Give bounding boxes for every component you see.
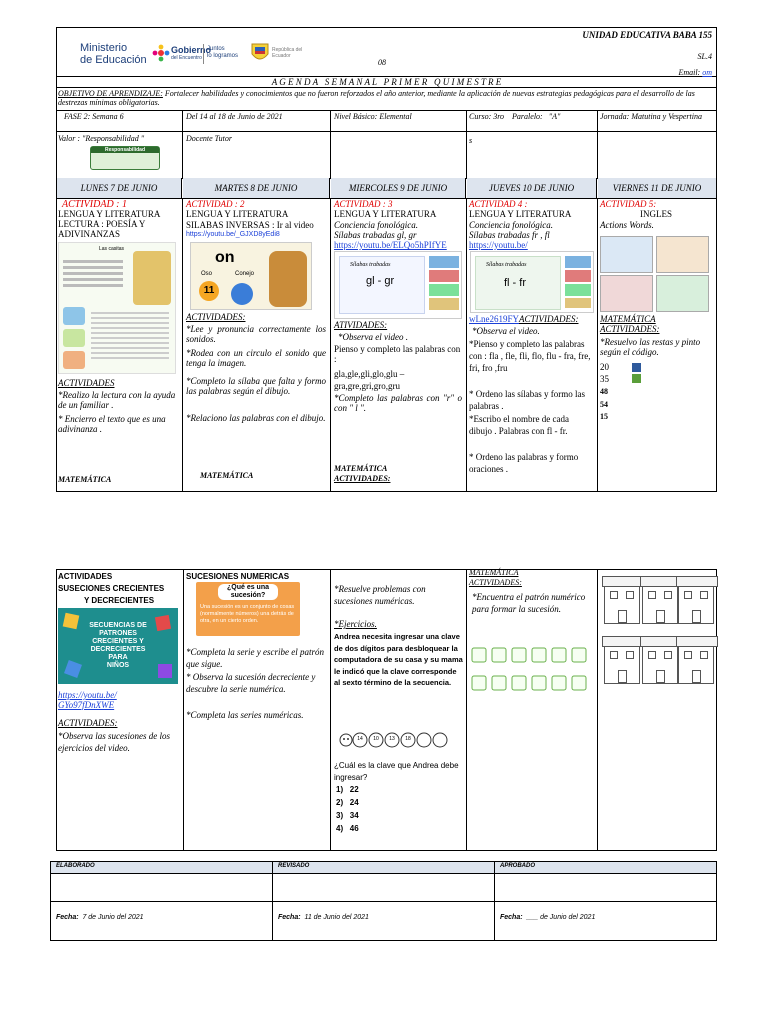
miercoles-act-3: gla,gle,gli,glo,glu – — [334, 369, 405, 379]
day-viernes: VIERNES 11 DE JUNIO — [598, 178, 716, 198]
miercoles-video-image: Sílabas trabadas gl - gr — [334, 251, 462, 319]
ecuador-shield-icon — [250, 40, 270, 69]
jueves-video-link[interactable]: https://youtu.be/ — [469, 240, 528, 250]
sl-code: SL.4 — [697, 52, 712, 61]
p2-c4-act-1: *Encuentra el patrón numérico para formar la sucesión. — [472, 592, 586, 614]
miercoles-act-1: *Observa el video . — [338, 332, 408, 342]
p2-secuencias-image: SECUENCIAS DE PATRONES CRECIENTES Y DECRECIENTES PARA NIÑOS — [58, 608, 178, 684]
p2-c1-acts: ACTIVIDADES: — [58, 718, 118, 728]
email-label: Email: — [678, 68, 701, 77]
elaborado-label: ELABORADO — [56, 863, 95, 869]
agenda-title: A G E N D A S E M A N A L P R I M E R Q U I M E S T R E — [271, 77, 502, 87]
p2-c1-heading-3: Y DECRECIENTES — [84, 596, 155, 605]
miercoles-acts-heading: ATIVIDADES: — [334, 320, 388, 330]
miercoles-math-acts: ACTIVIDADES: — [334, 474, 391, 483]
miercoles-video-link[interactable]: https://youtu.be/ELQo5hPIfYE — [334, 240, 447, 250]
day-jueves: JUEVES 10 DE JUNIO — [467, 178, 597, 198]
nivel: Nivel Básico: Elemental — [334, 112, 412, 121]
p2-c1-act-1: *Observa las sucesiones de los ejercicios del video. — [58, 731, 170, 753]
fecha-revisado: Fecha: 11 de Junio del 2021 — [278, 914, 369, 921]
aprobado-label: APROBADO — [500, 863, 536, 869]
lunes-topic: LECTURA : POESÍA Y ADIVINANZAS — [58, 219, 146, 239]
lunes-reading-image: Las casitas — [58, 242, 176, 374]
jueves-activity: ACTIVIDAD 4 : — [469, 199, 528, 209]
miercoles-concept-2: Sílabas trabadas gl, gr — [334, 230, 417, 240]
p2-c4-heading-2: ACTIVIDADES: — [469, 578, 522, 587]
email-line — [640, 68, 712, 77]
lunes-act-2: * Encierro el texto que es una adivinanza . — [58, 414, 166, 434]
martes-subject: LENGUA Y LITERATURA — [186, 209, 289, 219]
p2-c3-option-3: 3) 34 — [336, 811, 359, 820]
martes-math: MATEMÁTICA — [200, 471, 254, 480]
viernes-num-4: 54 — [600, 400, 608, 409]
martes-video-image: on Oso Conejo 11 — [190, 242, 312, 310]
jornada: Jornada: Matutina y Vespertina — [600, 112, 702, 121]
revisado-label: REVISADO — [278, 863, 310, 869]
p2-c3-ejercicios: *Ejercicios. — [334, 619, 377, 629]
p2-c3-act-1: *Resuelve problemas con sucesiones numéricas. — [334, 584, 426, 606]
miercoles-act-5: *Completo las palabras con "r" o con " l ". — [334, 393, 462, 413]
miercoles-subject: LENGUA Y LITERATURA — [334, 209, 437, 219]
house-icon — [604, 644, 640, 684]
viernes-num-5: 15 — [600, 412, 608, 421]
p2-houses-image — [600, 572, 714, 692]
viernes-math-acts: ACTIVIDADES: — [600, 324, 660, 334]
jueves-act-4: *Escribo el nombre de cada dibujo . Palabras con fl - fr. — [469, 414, 569, 436]
p2-c2-act-1: *Completa la serie y escribe el patrón que sigue. — [186, 647, 324, 669]
lunes-act-1: *Realizo la lectura con la ayuda de un familiar . — [58, 390, 176, 410]
martes-topic: SILABAS INVERSAS : Ir al video — [186, 220, 314, 230]
viernes-num-1: 20 — [600, 362, 609, 372]
miercoles-act-2: Pienso y completo las palabras con : — [334, 344, 461, 364]
seq-term-1: 14 — [357, 736, 363, 742]
email-link[interactable]: om — [702, 68, 712, 77]
p2-video-link[interactable]: https://youtu.be/ GYo97fDnXWE — [58, 690, 117, 710]
house-icon — [678, 644, 714, 684]
viernes-subject: INGLES — [640, 209, 672, 219]
p2-c4-pattern-boxes — [470, 644, 594, 700]
fecha-aprobado: Fecha: ___ de Junio del 2021 — [500, 914, 596, 921]
miercoles-concept-1: Conciencia fonológica. — [334, 220, 418, 230]
p2-sucesion-image: ¿Qué es una sucesión? Una sucesión es un conjunto de cosas (normalmente números) una detrás de otra, en un cierto orden. — [196, 582, 300, 636]
ministerio-logo: Ministerio de Educación — [80, 42, 147, 66]
jueves-link-2: wLne2619FYACTIVIDADES: — [469, 314, 579, 324]
jueves-video-image: Sílabas trabadas fl - fr — [470, 251, 594, 313]
date-range: Del 14 al 18 de Junio de 2021 — [186, 112, 283, 121]
miercoles-math: MATEMÁTICA — [334, 464, 388, 473]
house-icon — [678, 584, 714, 624]
house-icon — [604, 584, 640, 624]
fecha-elaborado: Fecha: 7 de Junio del 2021 — [56, 914, 144, 921]
valor: Valor : "Responsabilidad " — [58, 134, 145, 143]
martes-activity: ACTIVIDAD : 2 — [186, 199, 245, 209]
p2-c1-heading-2: SUSECIONES CRECIENTES — [58, 584, 165, 593]
curso: Curso: 3ro Paralelo: "A" — [469, 112, 561, 121]
docente: Docente Tutor — [186, 134, 232, 143]
day-lunes: LUNES 7 DE JUNIO — [57, 178, 182, 198]
miercoles-activity: ACTIVIDAD : 3 — [334, 199, 393, 209]
p2-c2-act-3: *Completa las series numéricas. — [186, 710, 304, 720]
lunes-acts-heading: ACTIVIDADES — [58, 378, 115, 388]
martes-act-2: *Rodea con un circulo el sonido que tenga la imagen. — [186, 348, 326, 368]
viernes-sub: Actions Words. — [600, 220, 654, 230]
p2-c1-heading-1: ACTIVIDADES — [58, 572, 113, 581]
day-miercoles: MIERCOLES 9 DE JUNIO — [331, 178, 466, 198]
house-icon — [642, 644, 678, 684]
martes-video-link[interactable]: https://youtu.be/_GJXD8yEdi8 — [186, 231, 280, 238]
s-mark: s — [469, 136, 473, 145]
jueves-act-1: *Observa el video. — [472, 326, 540, 336]
juntos-logo: Juntos lo logramos — [207, 46, 239, 59]
fase: FASE 2: Semana 6 — [64, 112, 124, 121]
p2-c3-option-1: 1) 22 — [336, 785, 359, 794]
lunes-math: MATEMÁTICA — [58, 475, 112, 484]
day-martes: MARTES 8 DE JUNIO — [183, 178, 330, 198]
gobierno-logo: Gobierno del Encuentro — [152, 40, 202, 66]
p2-c3-question: ¿Cuál es la clave que Andrea debe ingresar? — [334, 761, 459, 782]
p2-c3-option-4: 4) 46 — [336, 824, 359, 833]
martes-act-4: *Relaciono las palabras con el dibujo. — [186, 413, 326, 423]
miercoles-act-4: gra,gre,gri,gro,gru — [334, 381, 400, 391]
lunes-subject: LENGUA Y LITERATURA — [58, 209, 161, 219]
code-green-swatch — [632, 374, 641, 383]
p2-c3-problem: Andrea necesita ingresar una clave de dos dígitos para desbloquear la computadora de su casa y su mama le indicó que la clave corresponde al sexto término de la secuencia. — [334, 632, 463, 688]
republica-text: República del Ecuador — [272, 47, 303, 59]
viernes-activity: ACTIVIDAD 5: — [600, 199, 657, 209]
martes-acts-heading: ACTIVIDADES: — [186, 312, 246, 322]
seq-term-3: 13 — [389, 736, 395, 742]
seq-term-4: 18 — [405, 736, 411, 742]
code-blue-swatch — [632, 363, 641, 372]
p2-c3-sequence — [338, 728, 462, 752]
martes-act-3: *Completo la sílaba que falta y formo las palabras según el dibujo. — [186, 376, 326, 396]
jueves-concept-1: Conciencia fonológica. — [469, 220, 553, 230]
viernes-num-2: 35 — [600, 374, 609, 384]
viernes-num-3: 48 — [600, 387, 608, 396]
viernes-actions-image — [600, 236, 710, 312]
objetivo: OBJETIVO DE APRENDIZAJE: Fortalecer habilidades y conocimientos que no fueron reforzados el año anterior, mediante la aplicación de nuevas estrategias pedagógicas para el desarrollo de las destrezas mínimas obligatorias. — [58, 89, 695, 107]
p2-c3-option-2: 2) 24 — [336, 798, 359, 807]
p2-c2-act-2: * Observa la sucesión decreciente y descubre la serie numérica. — [186, 672, 316, 694]
jueves-concept-2: Sílabas trabadas fr , fl — [469, 230, 550, 240]
p2-c2-heading: SUCESIONES NUMERICAS — [186, 572, 290, 581]
jueves-act-3: * Ordeno las sílabas y formo las palabras . — [469, 389, 585, 411]
martes-act-1: *Lee y pronuncia correctamente los sonidos. — [186, 324, 326, 344]
viernes-act-1: *Resuelvo las restas y pinto según el código. — [600, 337, 701, 357]
jueves-subject: LENGUA Y LITERATURA — [469, 209, 572, 219]
p2-c4-heading-1: MATEMÁTICA — [469, 568, 519, 577]
school-name: UNIDAD EDUCATIVA BABA 155 — [582, 30, 712, 40]
seq-term-2: 10 — [373, 736, 379, 742]
lunes-activity: ACTIVIDAD : 1 — [62, 199, 127, 210]
page-num: 08 — [378, 58, 386, 67]
house-icon — [642, 584, 678, 624]
jueves-act-5: * Ordeno las palabras y formo oraciones . — [469, 452, 579, 474]
viernes-math: MATEMÁTICA — [600, 314, 656, 324]
valor-badge: Responsabilidad — [90, 146, 160, 170]
jueves-act-2: *Pienso y completo las palabras con : fla , fle, fli, flo, flu - fra, fre, fri, fro ,fru — [469, 339, 591, 373]
